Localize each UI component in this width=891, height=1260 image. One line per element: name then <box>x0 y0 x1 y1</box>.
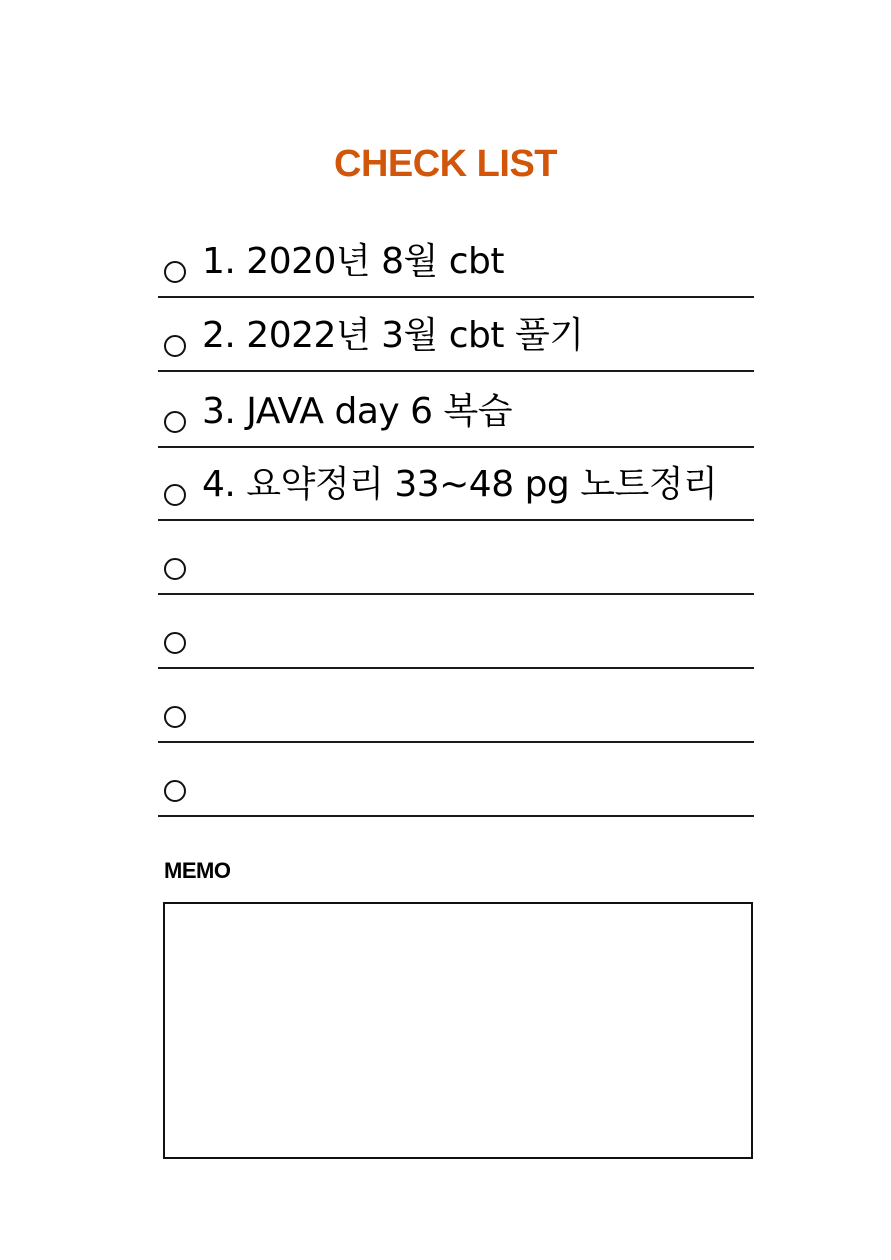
checklist <box>158 226 754 817</box>
memo-label: MEMO <box>164 858 231 883</box>
checklist-item <box>158 226 754 298</box>
circle-checkbox[interactable] <box>164 706 186 728</box>
checklist-item-text[interactable]: 2. 2022년 3월 cbt 풀기 <box>202 315 584 356</box>
checklist-item <box>158 298 754 372</box>
memo-box[interactable] <box>163 902 753 1159</box>
circle-checkbox[interactable] <box>164 261 186 283</box>
checklist-item <box>158 595 754 669</box>
checklist-item <box>158 669 754 743</box>
checklist-item-text[interactable]: 4. 요약정리 33~48 pg 노트정리 <box>202 464 718 505</box>
checklist-item-text[interactable]: 1. 2020년 8월 cbt <box>202 241 505 282</box>
checklist-item <box>158 521 754 595</box>
checklist-item-text[interactable]: 3. JAVA day 6 복습 <box>202 391 513 432</box>
checklist-item <box>158 743 754 817</box>
circle-checkbox[interactable] <box>164 632 186 654</box>
checklist-item <box>158 372 754 448</box>
page-title: CHECK LIST <box>334 143 557 185</box>
checklist-item <box>158 448 754 521</box>
circle-checkbox[interactable] <box>164 335 186 357</box>
circle-checkbox[interactable] <box>164 558 186 580</box>
circle-checkbox[interactable] <box>164 780 186 802</box>
circle-checkbox[interactable] <box>164 411 186 433</box>
circle-checkbox[interactable] <box>164 484 186 506</box>
